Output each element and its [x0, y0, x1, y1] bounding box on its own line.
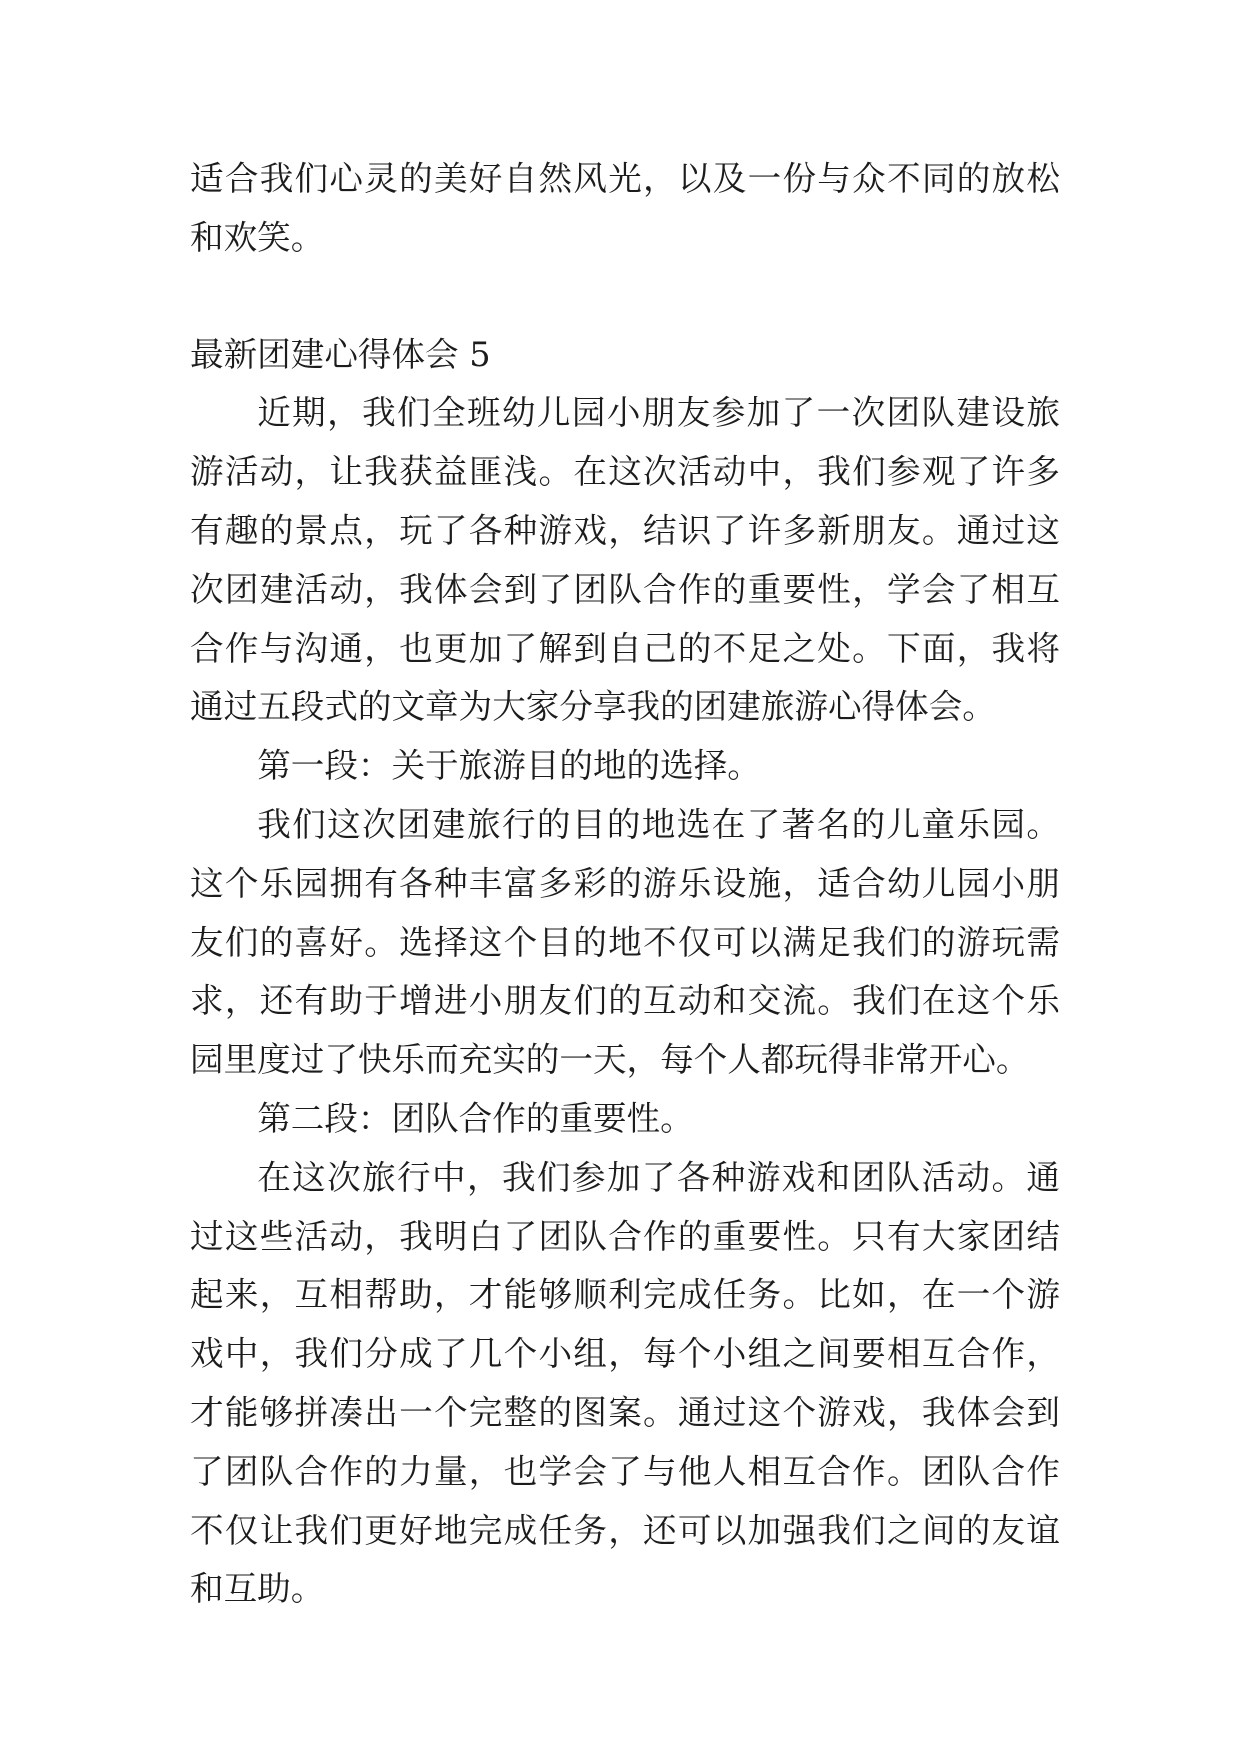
paragraph-part-two: 在这次旅行中，我们参加了各种游戏和团队活动。通过这些活动，我明白了团队合作的重要性。只有大家团结起来，互相帮助，才能够顺利完成任务。比如，在一个游戏中，我们分成了几个小组，每个小组之间要相互合作，才能够拼凑出一个完整的图案。通过这个游戏，我体会到了团队合作的力量，也学会了与他人相互合作。团队合作不仅让我们更好地完成任务，还可以加强我们之间的友谊和互助。	[190, 1157, 1060, 1609]
subheading-part-one: 第一段：关于旅游目的地的选择。	[257, 746, 761, 786]
section-heading: 最新团建心得体会 5	[190, 334, 491, 374]
paragraph-continuation: 适合我们心灵的美好自然风光，以及一份与众不同的放松和欢笑。	[190, 159, 1060, 257]
paragraph-part-one: 我们这次团建旅行的目的地选在了著名的儿童乐园。这个乐园拥有各种丰富多彩的游乐设施，适合幼儿园小朋友们的喜好。选择这个目的地不仅可以满足我们的游玩需求，还有助于增进小朋友们的互动和交流。我们在这个乐园里度过了快乐而充实的一天，每个人都玩得非常开心。	[190, 804, 1060, 1080]
document-body	[190, 150, 1060, 1619]
paragraph-intro: 近期，我们全班幼儿园小朋友参加了一次团队建设旅游活动，让我获益匪浅。在这次活动中，我们参观了许多有趣的景点，玩了各种游戏，结识了许多新朋友。通过这次团建活动，我体会到了团队合作的重要性，学会了相互合作与沟通，也更加了解到自己的不足之处。下面，我将通过五段式的文章为大家分享我的团建旅游心得体会。	[190, 393, 1060, 727]
subheading-part-two: 第二段：团队合作的重要性。	[257, 1098, 694, 1138]
